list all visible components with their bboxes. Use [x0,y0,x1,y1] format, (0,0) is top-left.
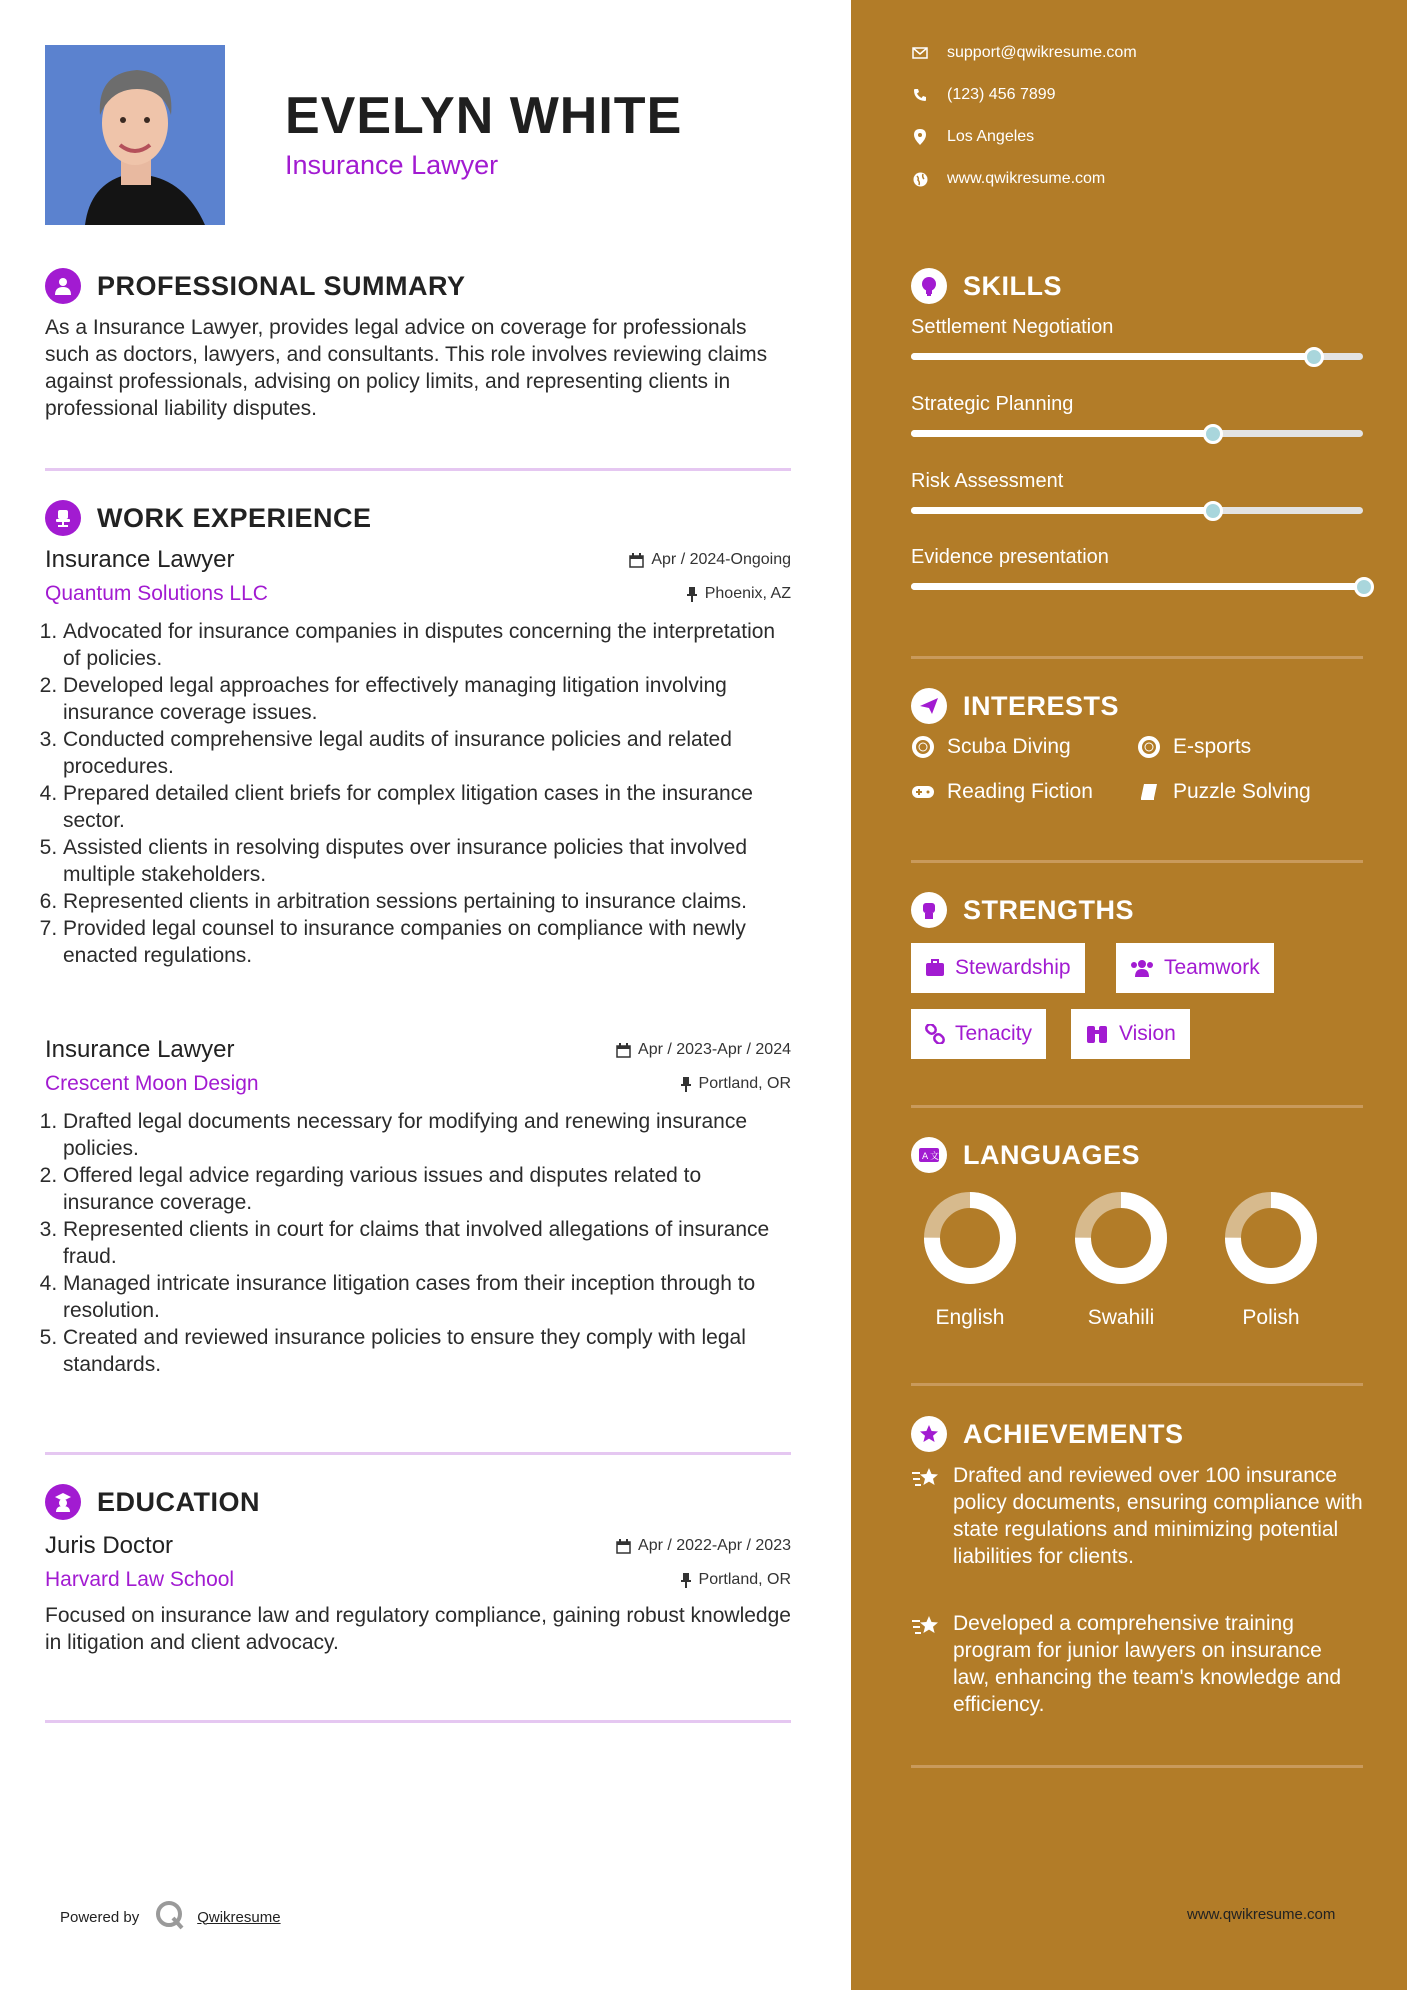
summary-text: As a Insurance Lawyer, provides legal advice on coverage for professionals such as doctors, lawyers, and consultants. This role involves reviewing claims against professionals, advising on policy limits, and representing clients in professional liability disputes. [45,316,768,420]
language-donut [1073,1190,1169,1286]
pin-icon [680,1077,692,1092]
candidate-name: EVELYN WHITE [285,87,683,145]
section-divider [911,1383,1363,1386]
experience-heading [45,500,372,536]
skill-label: Risk Assessment [911,470,1064,492]
achievements-heading [911,1416,1184,1452]
skill-fill [911,353,1313,360]
contact-location: Los Angeles [911,128,1034,146]
office-chair-icon [45,500,81,536]
job-location: Portland, OR [680,1075,791,1093]
job-location: Phoenix, AZ [686,585,791,603]
list-item: 3. Represented clients in court for claims that involved allegations of insurance fraud. [63,1216,791,1270]
list-item: 3. Conducted comprehensive legal audits of insurance policies and related procedures. [63,726,791,780]
list-item: 4. Managed intricate insurance litigation cases from their inception through to resolution. [63,1270,791,1324]
graduate-icon [45,1484,81,1520]
job-entry [45,546,791,969]
list-item: 4. Prepared detailed client briefs for complex litigation cases in the insurance sector. [63,780,791,834]
language-item [1216,1190,1326,1330]
fist-icon [911,892,947,928]
interest-item: E-sports [1137,735,1251,759]
skill-track [911,430,1363,437]
svg-text:文: 文 [930,1152,940,1162]
skill-track [911,507,1363,514]
school: Harvard Law School [45,1568,235,1591]
education-dates: Apr / 2022-Apr / 2023 [616,1537,791,1555]
language-donut [1223,1190,1319,1286]
interests-heading [911,688,1119,724]
skill-slider-knob[interactable] [1203,501,1223,521]
interest-item: Scuba Diving [911,735,1071,759]
job-bullets [45,1108,791,1378]
pin-icon [680,1573,692,1588]
job-company: Quantum Solutions LLC [45,582,268,605]
degree: Juris Doctor [45,1532,174,1559]
briefcase-icon [925,959,945,977]
footer-powered-by: Powered by Qwikresume [60,1900,281,1934]
language-label: Polish [1242,1306,1300,1329]
list-item: 5. Created and reviewed insurance policies to ensure they comply with legal standards. [63,1324,791,1378]
experience-title: WORK EXPERIENCE [97,502,372,533]
strength-chip: Vision [1071,1009,1190,1059]
book-icon [1137,782,1161,802]
language-item [915,1190,1025,1330]
lifebuoy-icon [911,736,935,758]
skill-row [911,316,1363,366]
skill-slider-knob[interactable] [1203,424,1223,444]
gamepad-icon [911,784,935,800]
skill-label: Strategic Planning [911,393,1074,415]
education-description: Focused on insurance law and regulatory compliance, gaining robust knowledge in litigation and client advocacy. [45,1604,791,1654]
language-label: Swahili [1087,1306,1155,1329]
skill-track [911,353,1363,360]
globe-icon [911,172,929,187]
job-dates: Apr / 2023-Apr / 2024 [616,1041,791,1059]
list-item: 1. Drafted legal documents necessary for modifying and renewing insurance policies. [63,1108,791,1162]
skill-slider-knob[interactable] [1354,577,1374,597]
education-heading [45,1484,260,1520]
shooting-star-icon [911,1610,943,1718]
translate-icon [911,1137,947,1173]
profile-photo [45,45,225,225]
language-label: English [935,1306,1005,1329]
language-item [1066,1190,1176,1330]
calendar-icon [629,553,644,568]
job-company: Crescent Moon Design [45,1072,259,1095]
job-dates: Apr / 2024-Ongoing [629,551,791,569]
section-divider [45,468,791,471]
achievements-title: ACHIEVEMENTS [963,1418,1184,1449]
contact-website: www.qwikresume.com [911,170,1105,188]
qwikresume-logo-icon [155,1900,185,1934]
skill-row [911,470,1363,520]
skill-slider-knob[interactable] [1304,347,1324,367]
skills-title: SKILLS [963,270,1063,301]
strength-chip: Stewardship [911,943,1085,993]
section-divider [45,1720,791,1723]
achievement-item: Developed a comprehensive training program for junior lawyers on insurance law, enhancing the team's knowledge and efficiency. [911,1610,1363,1718]
users-icon [1130,959,1154,977]
location-pin-icon [911,129,929,145]
language-donut [922,1190,1018,1286]
strengths-heading [911,892,1134,928]
job-bullets [45,618,791,969]
skill-row [911,393,1363,443]
job-title: Insurance Lawyer [45,1036,235,1063]
candidate-title: Insurance Lawyer [285,150,499,180]
lightbulb-icon [911,268,947,304]
calendar-icon [616,1043,631,1058]
list-item: 6. Represented clients in arbitration sessions pertaining to insurance claims. [63,888,791,915]
svg-text:A: A [922,1152,929,1162]
skill-row [911,546,1363,596]
footer-site[interactable]: www.qwikresume.com [1187,1906,1336,1923]
languages-heading [911,1137,1140,1173]
education-location: Portland, OR [680,1571,791,1589]
interests-title: INTERESTS [963,690,1120,721]
section-divider [45,1452,791,1455]
list-item: 1. Advocated for insurance companies in disputes concerning the interpretation of policies. [63,618,791,672]
job-title: Insurance Lawyer [45,546,235,573]
achievement-item: Drafted and reviewed over 100 insurance policy documents, ensuring compliance with state regulations and minimizing potential liabilities for clients. [911,1462,1363,1570]
skill-fill [911,507,1212,514]
strength-chip: Teamwork [1116,943,1274,993]
section-divider [911,1765,1363,1768]
section-divider [911,860,1363,863]
contact-email: support@qwikresume.com [911,44,1137,62]
calendar-icon [616,1539,631,1554]
binoculars-icon [1085,1024,1109,1044]
interest-item: Reading Fiction [911,780,1093,804]
summary-title: PROFESSIONAL SUMMARY [97,270,466,301]
languages-title: LANGUAGES [963,1139,1141,1170]
user-icon [45,268,81,304]
summary-heading [45,268,466,304]
list-item: 2. Developed legal approaches for effectively managing litigation involving insurance coverage issues. [63,672,791,726]
shooting-star-icon [911,1462,943,1570]
phone-icon [911,88,929,102]
envelope-icon [911,47,929,59]
contact-phone: (123) 456 7899 [911,86,1056,104]
skill-fill [911,430,1212,437]
strengths-title: STRENGTHS [963,894,1135,925]
skills-heading [911,268,1062,304]
education-title: EDUCATION [97,1486,260,1517]
list-item: 2. Offered legal advice regarding various issues and disputes related to insurance coverage. [63,1162,791,1216]
paper-plane-icon [911,688,947,724]
strength-chip: Tenacity [911,1009,1046,1059]
star-badge-icon [911,1416,947,1452]
skill-label: Evidence presentation [911,546,1109,568]
skill-track [911,583,1363,590]
job-entry [45,1036,791,1378]
section-divider [911,1105,1363,1108]
interest-item: Puzzle Solving [1137,780,1311,804]
lifebuoy-icon [1137,736,1161,758]
education-entry [45,1532,791,1656]
skill-fill [911,583,1363,590]
pin-icon [686,587,698,602]
skill-label: Settlement Negotiation [911,316,1114,338]
link-icon [925,1024,945,1044]
list-item: 5. Assisted clients in resolving disputes over insurance policies that involved multiple stakeholders. [63,834,791,888]
list-item: 7. Provided legal counsel to insurance companies on compliance with newly enacted regulations. [63,915,791,969]
qwikresume-link[interactable]: Qwikresume [197,1908,281,1926]
section-divider [911,656,1363,659]
